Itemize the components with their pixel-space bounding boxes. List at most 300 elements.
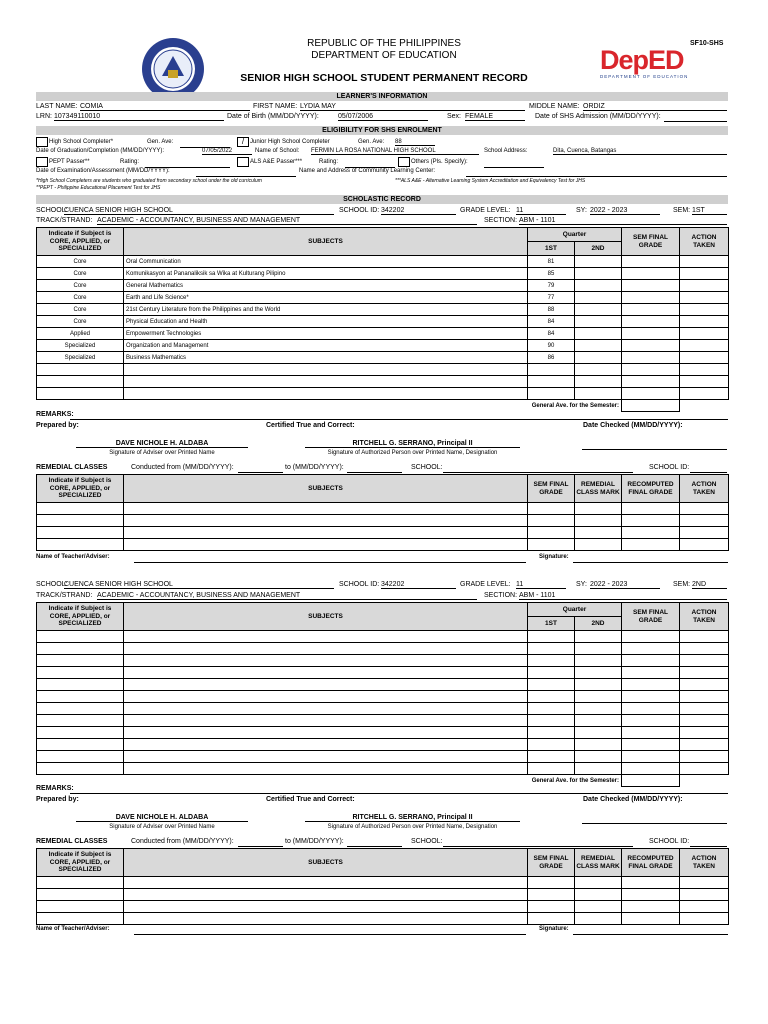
table-cell bbox=[622, 539, 680, 551]
table-cell bbox=[124, 715, 528, 727]
scholastic-band: SCHOLASTIC RECORD bbox=[36, 195, 728, 204]
hs-gen-ave-label: Gen. Ave: bbox=[147, 139, 174, 145]
others-label: Others (Pls. Specify): bbox=[411, 159, 468, 165]
table-cell bbox=[622, 703, 680, 715]
table-cell bbox=[528, 739, 575, 751]
subject-type: Specialized bbox=[37, 340, 124, 352]
subject-name bbox=[124, 364, 528, 376]
grade-q1: 85 bbox=[528, 268, 575, 280]
table-cell bbox=[575, 679, 622, 691]
table-cell bbox=[575, 631, 622, 643]
table-cell bbox=[37, 889, 124, 901]
table-row bbox=[37, 328, 729, 340]
table-cell bbox=[680, 515, 729, 527]
subject-type bbox=[37, 376, 124, 388]
grade-q1: 88 bbox=[528, 304, 575, 316]
als-label: ALS A&E Passer*** bbox=[250, 159, 303, 165]
sem2-col-sem-final: SEM FINAL GRADE bbox=[622, 603, 680, 631]
deped-logo-text: DepED bbox=[600, 45, 684, 75]
sem2-grade-level-value: 11 bbox=[516, 581, 566, 589]
sem2-section-label: SECTION: bbox=[484, 592, 518, 599]
table-cell bbox=[124, 763, 528, 775]
table-row bbox=[37, 751, 729, 763]
sem1-gen-ave-cell bbox=[622, 400, 680, 412]
table-cell bbox=[528, 901, 575, 913]
sem1-remarks-label: REMARKS: bbox=[36, 411, 74, 418]
sem2-auth-caption: Signature of Authorized Person over Printed Name, Designation bbox=[327, 824, 498, 830]
sem2-grades-table bbox=[36, 602, 729, 787]
grade-q2 bbox=[575, 328, 622, 340]
dob-label: Date of Birth (MM/DD/YYYY): bbox=[227, 113, 319, 120]
table-cell bbox=[124, 643, 528, 655]
table-cell bbox=[575, 503, 622, 515]
sem1-section-value: ABM - 1101 bbox=[519, 217, 727, 225]
school-address-value: Dita, Cuenca, Batangas bbox=[553, 148, 727, 155]
table-cell bbox=[622, 739, 680, 751]
sem2-adviser-name: DAVE NICHOLE H. ALDABA bbox=[76, 814, 248, 822]
note-pept: **PEPT - Philippine Educational Placement Test for JHS bbox=[36, 185, 161, 191]
sem1-section-label: SECTION: bbox=[484, 217, 518, 224]
sem1-rem-col-action: ACTION TAKEN bbox=[680, 475, 729, 503]
grade-q2 bbox=[575, 316, 622, 328]
table-cell bbox=[680, 655, 729, 667]
sem2-school-id-label: SCHOOL ID: bbox=[339, 581, 380, 588]
action-taken bbox=[680, 268, 729, 280]
table-cell bbox=[575, 703, 622, 715]
table-cell bbox=[680, 877, 729, 889]
table-cell bbox=[37, 631, 124, 643]
sem1-rem-school-label: SCHOOL: bbox=[411, 464, 443, 471]
note-als: ***ALS A&E - Alternative Learning System Accreditation and Equivalency Test for JHS bbox=[395, 178, 586, 184]
sex-value: FEMALE bbox=[465, 113, 525, 121]
als-checkbox[interactable] bbox=[237, 157, 249, 167]
sem1-grade-level-value: 11 bbox=[516, 207, 566, 215]
first-name-value: LYDIA MAY bbox=[300, 103, 525, 111]
grade-q2 bbox=[575, 268, 622, 280]
sem1-to-label: to (MM/DD/YYYY): bbox=[285, 464, 344, 471]
table-cell bbox=[124, 539, 528, 551]
table-row bbox=[37, 364, 729, 376]
table-cell bbox=[622, 727, 680, 739]
subject-type: Core bbox=[37, 268, 124, 280]
table-row bbox=[37, 304, 729, 316]
sem2-certified-label: Certified True and Correct: bbox=[266, 796, 355, 803]
table-cell bbox=[680, 763, 729, 775]
grade-q1: 81 bbox=[528, 256, 575, 268]
table-cell bbox=[37, 539, 124, 551]
sem1-rem-col-mark: REMEDIAL CLASS MARK bbox=[575, 475, 622, 503]
sem2-date-checked-label: Date Checked (MM/DD/YYYY): bbox=[583, 796, 683, 803]
table-cell bbox=[528, 877, 575, 889]
grade-q1: 90 bbox=[528, 340, 575, 352]
sem2-school-id-value: 342202 bbox=[381, 581, 456, 589]
table-cell bbox=[575, 643, 622, 655]
pept-rating-label: Rating: bbox=[120, 159, 140, 165]
action-taken bbox=[680, 292, 729, 304]
table-cell bbox=[680, 889, 729, 901]
table-cell bbox=[124, 703, 528, 715]
table-cell bbox=[622, 901, 680, 913]
table-cell bbox=[124, 727, 528, 739]
table-cell bbox=[575, 901, 622, 913]
middle-name-label: MIDDLE NAME: bbox=[529, 103, 580, 110]
table-cell bbox=[528, 643, 575, 655]
sem2-rem-school-id-label: SCHOOL ID: bbox=[649, 838, 690, 845]
table-cell bbox=[680, 679, 729, 691]
table-cell bbox=[575, 739, 622, 751]
subject-name: Organization and Management bbox=[124, 340, 528, 352]
clc-label: Name and Address of Community Learning Center: bbox=[299, 168, 436, 174]
action-taken bbox=[680, 376, 729, 388]
table-cell bbox=[622, 655, 680, 667]
hs-completer-label: High School Completer* bbox=[49, 139, 114, 145]
eligibility-band: ELIGIBILITY FOR SHS ENROLMENT bbox=[36, 126, 728, 135]
sem-final-grade bbox=[622, 292, 680, 304]
table-cell bbox=[680, 527, 729, 539]
table-cell bbox=[622, 913, 680, 925]
subject-name: Business Mathematics bbox=[124, 352, 528, 364]
sem2-sy-value: 2022 - 2023 bbox=[590, 581, 660, 589]
table-cell bbox=[528, 679, 575, 691]
table-row bbox=[37, 376, 729, 388]
table-cell bbox=[37, 527, 124, 539]
sem-final-grade bbox=[622, 388, 680, 400]
sem2-school-value: CUENCA SENIOR HIGH SCHOOL bbox=[64, 581, 334, 589]
sem1-col-indicate: Indicate if Subject is CORE, APPLIED, or SPECIALIZED bbox=[37, 228, 124, 256]
subject-type bbox=[37, 364, 124, 376]
table-cell bbox=[622, 527, 680, 539]
sem1-col-action: ACTION TAKEN bbox=[680, 228, 729, 256]
action-taken bbox=[680, 340, 729, 352]
table-cell bbox=[622, 877, 680, 889]
action-taken bbox=[680, 328, 729, 340]
table-row bbox=[37, 679, 729, 691]
table-cell bbox=[37, 643, 124, 655]
table-cell bbox=[622, 631, 680, 643]
sem1-col-q1: 1ST bbox=[528, 242, 575, 256]
sem1-rem-col-recomputed: RECOMPUTED FINAL GRADE bbox=[622, 475, 680, 503]
table-row bbox=[37, 643, 729, 655]
sem1-school-id-label: SCHOOL ID: bbox=[339, 207, 380, 214]
table-cell bbox=[622, 691, 680, 703]
sex-label: Sex: bbox=[447, 113, 462, 120]
action-taken bbox=[680, 364, 729, 376]
sem-final-grade bbox=[622, 268, 680, 280]
table-row bbox=[37, 877, 729, 889]
table-row bbox=[37, 631, 729, 643]
table-cell bbox=[528, 503, 575, 515]
department-line: DEPARTMENT OF EDUCATION bbox=[311, 50, 457, 61]
sem1-track-value: ACADEMIC - ACCOUNTANCY, BUSINESS AND MANAGEMENT bbox=[97, 217, 477, 225]
sem2-sem-label: SEM: bbox=[673, 581, 691, 588]
table-cell bbox=[37, 715, 124, 727]
table-cell bbox=[622, 889, 680, 901]
exam-date-label: Date of Examination/Assessment (MM/DD/YYYY): bbox=[36, 168, 170, 174]
subject-name bbox=[124, 376, 528, 388]
subject-type: Applied bbox=[37, 328, 124, 340]
table-cell bbox=[37, 679, 124, 691]
sem2-col-q1: 1ST bbox=[528, 617, 575, 631]
table-cell bbox=[124, 739, 528, 751]
sem2-rem-col-recomputed: RECOMPUTED FINAL GRADE bbox=[622, 849, 680, 877]
table-row bbox=[37, 763, 729, 775]
table-cell bbox=[575, 515, 622, 527]
table-cell bbox=[528, 763, 575, 775]
table-cell bbox=[124, 667, 528, 679]
table-cell bbox=[37, 655, 124, 667]
table-cell bbox=[124, 751, 528, 763]
table-cell bbox=[528, 631, 575, 643]
sem1-col-subjects: SUBJECTS bbox=[124, 228, 528, 256]
sem2-principal-name: RITCHELL G. SERRANO, Principal II bbox=[305, 814, 520, 822]
subject-name: 21st Century Literature from the Philippines and the World bbox=[124, 304, 528, 316]
grade-q1: 84 bbox=[528, 316, 575, 328]
table-cell bbox=[37, 877, 124, 889]
grade-q2 bbox=[575, 280, 622, 292]
table-row bbox=[37, 316, 729, 328]
table-cell bbox=[124, 877, 528, 889]
sem2-prepared-label: Prepared by: bbox=[36, 796, 79, 803]
sem2-grade-level-label: GRADE LEVEL: bbox=[460, 581, 511, 588]
admission-value bbox=[664, 113, 727, 122]
table-cell bbox=[124, 515, 528, 527]
sem2-adviser-caption: Signature of Adviser over Printed Name bbox=[109, 824, 215, 830]
table-cell bbox=[37, 901, 124, 913]
sem2-remedial-table bbox=[36, 848, 729, 925]
table-cell bbox=[680, 901, 729, 913]
table-cell bbox=[680, 739, 729, 751]
sem1-col-sem-final: SEM FINAL GRADE bbox=[622, 228, 680, 256]
last-name-value: COMIA bbox=[80, 103, 250, 111]
table-cell bbox=[622, 643, 680, 655]
table-row bbox=[37, 691, 729, 703]
sem2-remedial-label: REMEDIAL CLASSES bbox=[36, 838, 108, 845]
table-cell bbox=[124, 503, 528, 515]
sem2-rem-col-indicate: Indicate if Subject is CORE, APPLIED, or SPECIALIZED bbox=[37, 849, 124, 877]
sem2-school-label: SCHOOL: bbox=[36, 581, 68, 588]
table-row bbox=[37, 256, 729, 268]
subject-name: Earth and Life Science* bbox=[124, 292, 528, 304]
table-cell bbox=[575, 691, 622, 703]
sem2-gen-ave-cell bbox=[622, 775, 680, 787]
sem1-remedial-label: REMEDIAL CLASSES bbox=[36, 464, 108, 471]
table-row bbox=[37, 527, 729, 539]
table-cell bbox=[622, 751, 680, 763]
sem2-remarks-label: REMARKS: bbox=[36, 785, 74, 792]
pept-label: PEPT Passer** bbox=[49, 159, 90, 165]
note-hs-completer: *High School Completers are students who graduated from secondary school under the old curriculum bbox=[36, 178, 262, 184]
admission-label: Date of SHS Admission (MM/DD/YYYY): bbox=[535, 113, 661, 120]
table-cell bbox=[680, 715, 729, 727]
table-cell bbox=[37, 913, 124, 925]
grad-date-label: Date of Graduation/Completion (MM/DD/YYYY): bbox=[36, 148, 165, 154]
table-row bbox=[37, 901, 729, 913]
sem1-teacher-label: Name of Teacher/Adviser: bbox=[36, 554, 110, 560]
sem2-section-value: ABM - 1101 bbox=[519, 592, 727, 600]
sem-final-grade bbox=[622, 316, 680, 328]
jhs-gen-ave-label: Gen. Ave: bbox=[358, 139, 385, 145]
table-cell bbox=[37, 727, 124, 739]
table-cell bbox=[680, 691, 729, 703]
table-row bbox=[37, 655, 729, 667]
table-cell bbox=[575, 889, 622, 901]
pept-checkbox[interactable] bbox=[36, 157, 48, 167]
sem2-col-action: ACTION TAKEN bbox=[680, 603, 729, 631]
table-row bbox=[37, 727, 729, 739]
sem-final-grade bbox=[622, 376, 680, 388]
table-cell bbox=[37, 691, 124, 703]
table-cell bbox=[124, 889, 528, 901]
table-cell bbox=[124, 901, 528, 913]
last-name-label: LAST NAME: bbox=[36, 103, 78, 110]
jhs-completer-label: Junior High School Completer bbox=[250, 139, 330, 145]
sem-final-grade bbox=[622, 280, 680, 292]
grade-q1: 86 bbox=[528, 352, 575, 364]
sem1-signature-label: Signature: bbox=[539, 554, 569, 560]
sem1-rem-col-sem-final: SEM FINAL GRADE bbox=[528, 475, 575, 503]
table-cell bbox=[37, 751, 124, 763]
table-cell bbox=[680, 503, 729, 515]
table-row bbox=[37, 739, 729, 751]
sem1-school-value: CUENCA SENIOR HIGH SCHOOL bbox=[64, 207, 334, 215]
action-taken bbox=[680, 256, 729, 268]
table-cell bbox=[680, 727, 729, 739]
table-cell bbox=[528, 539, 575, 551]
sem2-col-subjects: SUBJECTS bbox=[124, 603, 528, 631]
table-cell bbox=[528, 913, 575, 925]
table-cell bbox=[124, 631, 528, 643]
grad-date-value: 07/05/2022 bbox=[202, 148, 252, 155]
table-cell bbox=[622, 715, 680, 727]
grade-q2 bbox=[575, 388, 622, 400]
subject-name: Komunikasyon at Pananaliksik sa Wika at Kulturang Pilipino bbox=[124, 268, 528, 280]
sem1-remedial-table bbox=[36, 474, 729, 551]
grade-q1 bbox=[528, 376, 575, 388]
school-address-label: School Address: bbox=[484, 148, 528, 154]
table-cell bbox=[575, 527, 622, 539]
table-cell bbox=[575, 913, 622, 925]
table-cell bbox=[680, 643, 729, 655]
table-row bbox=[37, 388, 729, 400]
table-row bbox=[37, 889, 729, 901]
sem2-track-label: TRACK/STRAND: bbox=[36, 592, 93, 599]
sem-final-grade bbox=[622, 340, 680, 352]
jhs-gen-ave-value: 88 bbox=[395, 139, 435, 146]
subject-type: Specialized bbox=[37, 352, 124, 364]
table-cell bbox=[680, 667, 729, 679]
sem2-to-label: to (MM/DD/YYYY): bbox=[285, 838, 344, 845]
others-checkbox[interactable] bbox=[398, 157, 410, 167]
table-cell bbox=[528, 751, 575, 763]
table-cell bbox=[575, 715, 622, 727]
table-cell bbox=[124, 527, 528, 539]
table-cell bbox=[124, 655, 528, 667]
grade-q2 bbox=[575, 376, 622, 388]
table-cell bbox=[528, 667, 575, 679]
deped-logo-sub: DEPARTMENT OF EDUCATION bbox=[600, 74, 689, 79]
als-rating-label: Rating: bbox=[319, 159, 339, 165]
sem-final-grade bbox=[622, 256, 680, 268]
sem1-sem-label: SEM: bbox=[673, 207, 691, 214]
sem1-track-label: TRACK/STRAND: bbox=[36, 217, 93, 224]
jhs-completer-checkbox[interactable]: / bbox=[237, 137, 249, 147]
grade-q2 bbox=[575, 364, 622, 376]
sem2-rem-col-mark: REMEDIAL CLASS MARK bbox=[575, 849, 622, 877]
sem-final-grade bbox=[622, 304, 680, 316]
table-cell bbox=[575, 763, 622, 775]
subject-type: Core bbox=[37, 316, 124, 328]
table-cell bbox=[37, 515, 124, 527]
dob-value: 05/07/2006 bbox=[338, 113, 428, 121]
grade-q2 bbox=[575, 340, 622, 352]
sem1-rem-school-id-label: SCHOOL ID: bbox=[649, 464, 690, 471]
sem1-sem-value: 1ST bbox=[692, 207, 727, 215]
subject-name: Empowerment Technologies bbox=[124, 328, 528, 340]
hs-completer-checkbox[interactable] bbox=[36, 137, 48, 147]
table-cell bbox=[622, 763, 680, 775]
sem1-adviser-caption: Signature of Adviser over Printed Name bbox=[109, 450, 215, 456]
table-cell bbox=[680, 539, 729, 551]
sem1-sy-value: 2022 - 2023 bbox=[590, 207, 660, 215]
table-cell bbox=[124, 679, 528, 691]
grade-q1 bbox=[528, 364, 575, 376]
action-taken bbox=[680, 304, 729, 316]
sem1-rem-col-indicate: Indicate if Subject is CORE, APPLIED, or SPECIALIZED bbox=[37, 475, 124, 503]
subject-name bbox=[124, 388, 528, 400]
sem1-conducted-label: Conducted from (MM/DD/YYYY): bbox=[131, 464, 234, 471]
sem1-sy-label: SY: bbox=[576, 207, 587, 214]
lrn-value: 107349110010 bbox=[54, 113, 224, 121]
sem2-conducted-label: Conducted from (MM/DD/YYYY): bbox=[131, 838, 234, 845]
table-cell bbox=[528, 691, 575, 703]
first-name-label: FIRST NAME: bbox=[253, 103, 298, 110]
sem2-track-value: ACADEMIC - ACCOUNTANCY, BUSINESS AND MANAGEMENT bbox=[97, 592, 477, 600]
table-cell bbox=[528, 715, 575, 727]
grade-q2 bbox=[575, 292, 622, 304]
sem1-rem-col-subjects: SUBJECTS bbox=[124, 475, 528, 503]
sem2-teacher-label: Name of Teacher/Adviser: bbox=[36, 926, 110, 932]
grade-q1 bbox=[528, 388, 575, 400]
sem2-col-indicate: Indicate if Subject is CORE, APPLIED, or SPECIALIZED bbox=[37, 603, 124, 631]
sem2-rem-school-label: SCHOOL: bbox=[411, 838, 443, 845]
table-cell bbox=[622, 515, 680, 527]
sem1-certified-label: Certified True and Correct: bbox=[266, 422, 355, 429]
sem1-auth-caption: Signature of Authorized Person over Printed Name, Designation bbox=[327, 450, 498, 456]
sem2-rem-col-subjects: SUBJECTS bbox=[124, 849, 528, 877]
table-cell bbox=[37, 667, 124, 679]
table-cell bbox=[124, 691, 528, 703]
subject-name: General Mathematics bbox=[124, 280, 528, 292]
table-cell bbox=[575, 727, 622, 739]
table-cell bbox=[622, 503, 680, 515]
table-cell bbox=[575, 877, 622, 889]
table-cell bbox=[528, 527, 575, 539]
table-row bbox=[37, 292, 729, 304]
page-title: SENIOR HIGH SCHOOL STUDENT PERMANENT RECORD bbox=[240, 72, 528, 84]
table-row bbox=[37, 268, 729, 280]
sem1-prepared-label: Prepared by: bbox=[36, 422, 79, 429]
table-row bbox=[37, 340, 729, 352]
grade-q2 bbox=[575, 256, 622, 268]
table-cell bbox=[680, 751, 729, 763]
table-cell bbox=[37, 703, 124, 715]
table-cell bbox=[575, 539, 622, 551]
table-cell bbox=[680, 703, 729, 715]
table-cell bbox=[680, 631, 729, 643]
sem2-rem-col-action: ACTION TAKEN bbox=[680, 849, 729, 877]
subject-type: Core bbox=[37, 292, 124, 304]
sem-final-grade bbox=[622, 364, 680, 376]
